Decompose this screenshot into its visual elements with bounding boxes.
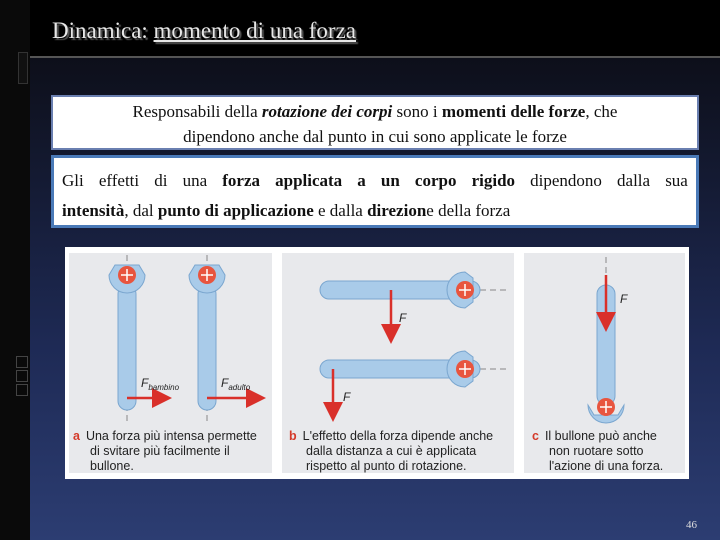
word: dipendono	[530, 171, 602, 190]
slide-title	[52, 18, 356, 44]
word: a	[357, 171, 366, 190]
decor-square	[16, 356, 28, 368]
wrench-b-top	[320, 272, 510, 308]
caption-line: bullone.	[90, 459, 134, 473]
caption-line: L'effetto della forza dipende anche	[302, 429, 494, 443]
emphasis: rotazione dei corpi	[261, 102, 393, 121]
effects-text-box	[51, 155, 699, 228]
emphasis: punto di applicazione	[157, 201, 314, 220]
label-f-bambino: $F_{bambino}$	[141, 376, 180, 392]
caption-a	[73, 429, 257, 474]
word: effetti	[98, 171, 140, 190]
word: un	[380, 171, 400, 190]
word: sua	[665, 171, 688, 190]
caption-letter: a	[73, 429, 80, 443]
emphasis: intensità	[62, 201, 125, 220]
text: , che	[585, 102, 618, 121]
wrench-b-bottom	[320, 351, 510, 387]
word: applicata	[275, 171, 343, 190]
caption-b	[289, 429, 493, 474]
decor-square	[16, 370, 28, 382]
caption-line: dalla distanza a cui è applicata	[306, 444, 477, 458]
emphasis: direzion	[367, 201, 427, 220]
word: dalla	[617, 171, 651, 190]
page-number: 46	[686, 519, 697, 531]
title-link[interactable]: momento di una forza	[153, 18, 357, 43]
caption-c	[532, 429, 663, 474]
text: e dalla	[313, 201, 368, 220]
caption-line: rispetto al punto di rotazione.	[306, 459, 467, 473]
decor-block	[18, 52, 28, 84]
effects-line-1	[62, 166, 688, 196]
label-f-b-top: F	[399, 311, 407, 325]
word: corpo	[414, 171, 457, 190]
left-decoration-strip	[0, 0, 30, 540]
effects-line-2	[62, 196, 688, 226]
caption-line: l'azione di una forza.	[549, 459, 664, 473]
label-f-c: F	[620, 292, 628, 306]
caption-letter: c	[532, 429, 539, 443]
text: e della forza	[426, 201, 511, 220]
wrench-figure	[65, 247, 689, 479]
caption-line: di svitare più facilmente il	[90, 444, 230, 458]
text: Responsabili della	[132, 102, 262, 121]
caption-line: Il bullone può anche	[544, 429, 657, 443]
word: di	[154, 171, 168, 190]
intro-line-1	[53, 99, 697, 124]
text: , dal	[124, 201, 158, 220]
caption-letter: b	[289, 429, 297, 443]
label-f-adulto: $F_{adulto}$	[221, 376, 251, 392]
word: Gli	[62, 171, 84, 190]
caption-line: non ruotare sotto	[549, 444, 644, 458]
intro-text-box	[51, 95, 699, 150]
word: forza	[222, 171, 260, 190]
label-f-b-bottom: F	[343, 390, 351, 404]
text: sono i	[392, 102, 442, 121]
word: rigido	[471, 171, 516, 190]
intro-line-2: dipendono anche dal punto in cui sono applicate le forze	[183, 127, 567, 146]
caption-line: Una forza più intensa permette	[85, 429, 257, 443]
word: una	[182, 171, 208, 190]
title-prefix: Dinamica:	[52, 18, 154, 43]
decor-square	[16, 384, 28, 396]
emphasis: momenti delle forze	[441, 102, 586, 121]
